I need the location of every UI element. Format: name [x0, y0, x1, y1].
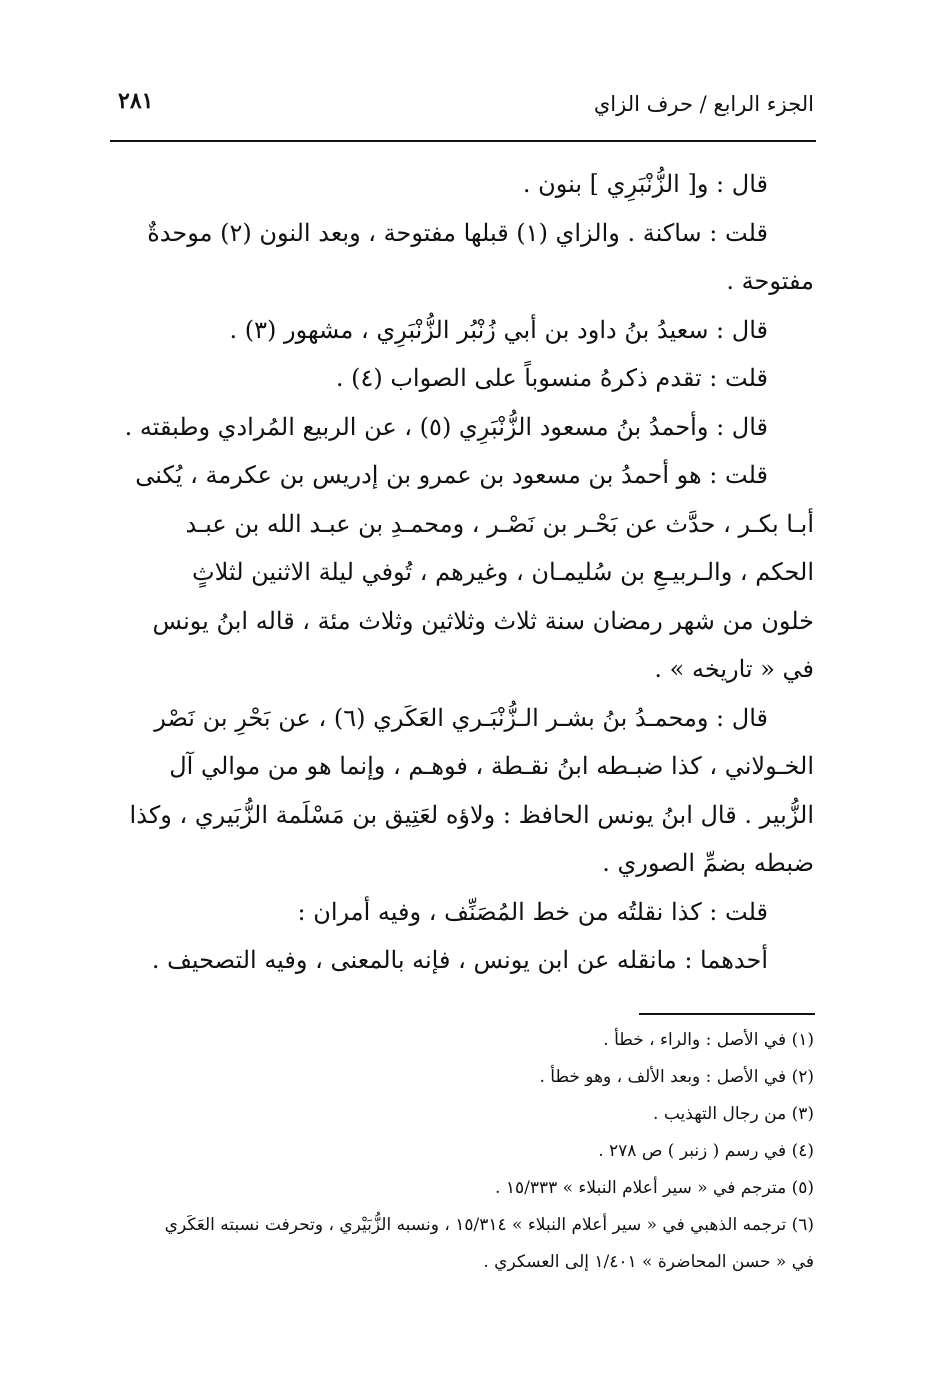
running-header [112, 88, 814, 128]
footnote-1: (١) في الأصل : والراء ، خطأ . [603, 1030, 814, 1050]
page-number: ٢٨١ [118, 88, 154, 114]
text-line-13: الخـولاني ، كذا ضبـطه ابنُ نقـطة ، فوهـم ، وإنما هو من موالي آل [169, 752, 814, 780]
text-line-3: مفتوحة . [726, 267, 814, 295]
footnote-5: (٥) مترجم في « سير أعلام النبلاء » ١٥/٣٣٣ . [495, 1178, 814, 1198]
footnote-6: (٦) ترجمه الذهبي في « سير أعلام النبلاء » ١٥/٣١٤ ، ونسبه الزُّبَيْري ، وتحرفت نسبته العَكَري [164, 1215, 814, 1235]
footnote-4: (٤) في رسم ( زنبر ) ص ٢٧٨ . [598, 1141, 814, 1161]
text-line-2: قلت : ساكنة . والزاي (١) قبلها مفتوحة ، وبعد النون (٢) موحدةٌ [147, 218, 768, 247]
text-line-10: خلون من شهر رمضان سنة ثلاث وثلاثين وثلاث مئة ، قاله ابنُ يونس [152, 606, 814, 635]
main-text [108, 160, 814, 985]
text-line-5: قلت : تقدم ذكرهُ منسوباً على الصواب (٤) . [335, 364, 768, 392]
footnote-3: (٣) من رجال التهذيب . [653, 1104, 814, 1124]
text-line-14: الزُّبير . قال ابنُ يونس الحافظ : ولاؤه لعَتِيق بن مَسْلَمة الزُّبَيري ، وكذا [129, 800, 814, 829]
text-line-8: أبـا بكـر ، حدَّث عن بَحْـر بن نَصْـر ، ومحمـدِ بن عبـد الله بن عبـد [185, 509, 814, 538]
footnote-2: (٢) في الأصل : وبعد الألف ، وهو خطأ . [539, 1067, 814, 1087]
text-line-11: في « تاريخه » . [654, 655, 814, 683]
text-line-16: قلت : كذا نقلتُه من خط المُصَنِّف ، وفيه أمران : [297, 897, 768, 926]
header-rule [110, 140, 816, 142]
text-line-17: أحدهما : مانقله عن ابن يونس ، فإنه بالمعنى ، وفيه التصحيف . [151, 946, 768, 974]
text-line-12: قال : ومحمـدُ بنُ بشـر الـزُّنْبَـري العَكَري (٦) ، عن بَحْرِ بن نَصْر [154, 703, 768, 732]
footnote-separator [639, 1013, 815, 1015]
text-line-7: قلت : هو أحمدُ بن مسعود بن عمرو بن إدريس بن عكرمة ، يُكنى [135, 461, 768, 489]
footnote-6-continued: في « حسن المحاضرة » ١/٤٠١ إلى العسكري . [483, 1252, 814, 1272]
text-line-4: قال : سعيدُ بنُ داود بن أبي زُنْبُر الزُّنْبَرِي ، مشهور (٣) . [229, 315, 768, 344]
header-title: الجزء الرابع / حرف الزاي [593, 92, 814, 116]
footnotes [108, 1022, 814, 1281]
text-line-9: الحكم ، والـربيـعِ بن سُليمـان ، وغيرهم ، تُوفي ليلة الاثنين لثلاثٍ [192, 558, 814, 586]
text-line-15: ضبطه بضمِّ الصوري . [602, 849, 814, 877]
text-line-6: قال : وأحمدُ بنُ مسعود الزُّنْبَرِي (٥) ، عن الربيع المُرادي وطبقته . [124, 412, 768, 441]
text-line-1: قال : و[ الزُّنْبَرِي ] بنون . [522, 170, 768, 198]
